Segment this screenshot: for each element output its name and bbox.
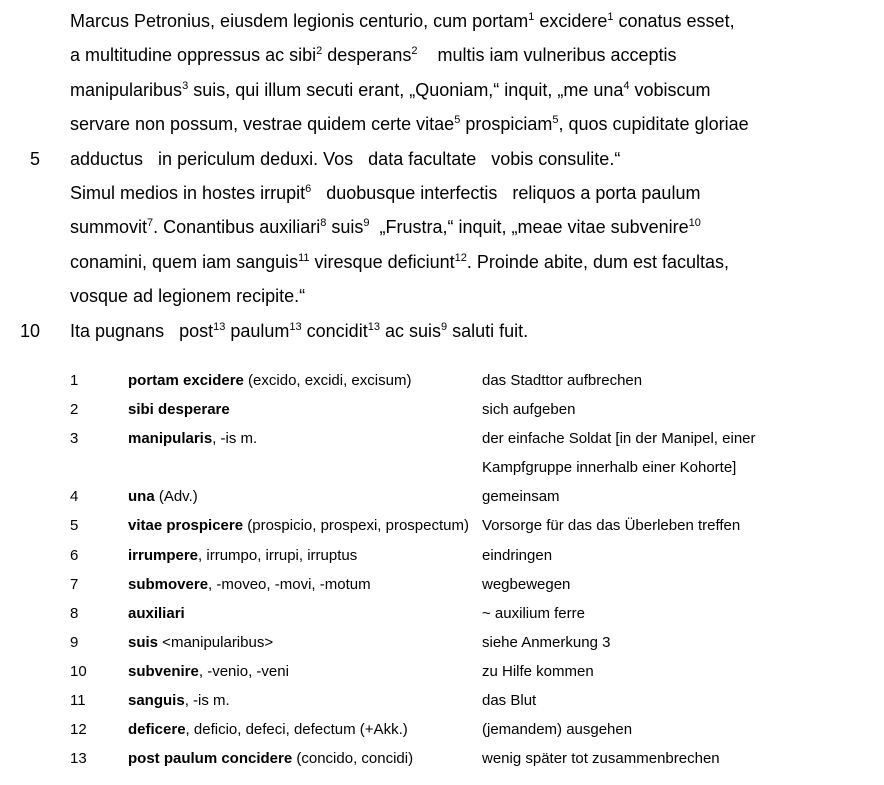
footnote-ref: 1 xyxy=(528,11,535,23)
glossary-forms: , deficio, defeci, defectum (+Akk.) xyxy=(185,721,408,739)
glossary-number: 1 xyxy=(70,372,79,389)
text-line-7: summovit$^7$. Conantibus auxiliari$^8$ suis$^9$ „Frustra,“ inquit, „meae vitae subvenire$^{10}$ xyxy=(70,217,701,238)
glossary-row xyxy=(0,570,884,599)
glossary-lemma: auxiliari xyxy=(128,604,185,622)
glossary-row xyxy=(0,395,884,424)
footnote-ref: 13 xyxy=(289,320,302,333)
glossary-translation: ~ auxilium ferre xyxy=(482,604,585,622)
glossary-lemma: vitae prospicere xyxy=(128,517,244,535)
glossary-lemma: subvenire xyxy=(128,662,199,680)
glossary-number: 13 xyxy=(70,750,87,768)
text-line-3: manipularibus$^3$ suis, qui illum secuti erant, „Quoniam,“ inquit, „me una$^4$ vobiscum xyxy=(70,79,711,100)
glossary-row xyxy=(0,628,884,657)
glossary-term xyxy=(128,395,230,424)
glossary-row xyxy=(0,482,884,511)
glossary-forms: (concido, concidi) xyxy=(292,750,414,768)
glossary-translation: das Stadttor aufbrechen xyxy=(482,372,643,389)
glossary-lemma: submovere xyxy=(128,575,209,593)
glossary-row xyxy=(0,366,884,395)
glossary-row xyxy=(0,744,884,773)
latin-text xyxy=(0,4,884,348)
glossary-term xyxy=(128,366,411,395)
glossary-term xyxy=(128,482,198,511)
glossary-forms: , -is m. xyxy=(184,692,230,710)
glossary-row xyxy=(0,657,884,686)
glossary-forms: , -venio, -veni xyxy=(198,662,289,680)
glossary-row xyxy=(0,686,884,715)
glossary-number: 4 xyxy=(70,488,79,506)
glossary-lemma: deficere xyxy=(128,721,186,739)
text-line-9: vosque ad legionem recipite.“ xyxy=(70,286,306,307)
glossary-lemma: irrumpere xyxy=(128,546,199,564)
glossary-number: 8 xyxy=(70,604,79,622)
glossary-forms: , -moveo, -movi, -motum xyxy=(208,575,371,593)
glossary-forms: (prospicio, prospexi, prospectum) xyxy=(243,517,469,535)
glossary-forms: (excido, excidi, excisum) xyxy=(243,372,412,389)
glossary-term xyxy=(128,744,413,773)
glossary-term xyxy=(128,570,371,599)
footnote-ref: 5 xyxy=(454,114,461,127)
text-line-10: 10 Ita pugnans post$^{13}$ paulum$^{13}$ concidit$^{13}$ ac suis$^9$ saluti fuit. xyxy=(0,314,884,348)
footnote-ref: 10 xyxy=(688,217,701,230)
footnote-ref: 7 xyxy=(147,217,154,230)
footnote-ref: 12 xyxy=(454,251,467,264)
glossary-term xyxy=(128,628,273,657)
glossary-translation: (jemandem) ausgehen xyxy=(482,721,633,739)
text-line-4: servare non possum, vestrae quidem certe vitae$^5$ prospiciam$^5$, quos cupiditate gloriae xyxy=(70,114,749,135)
glossary-lemma: sanguis xyxy=(128,692,185,710)
glossary-row xyxy=(0,599,884,628)
footnote-ref: 8 xyxy=(320,217,327,230)
glossary-forms: <manipularibus> xyxy=(158,633,274,651)
glossary-translation: Kampfgruppe innerhalb einer Kohorte] xyxy=(482,459,737,477)
footnote-ref: 4 xyxy=(623,79,630,92)
glossary-number: 11 xyxy=(70,692,86,710)
glossary-term xyxy=(128,424,257,453)
glossary-term xyxy=(128,715,408,744)
glossary-forms: (Adv.) xyxy=(154,488,198,506)
glossary-translation: gemeinsam xyxy=(482,488,560,506)
text-line-5: 5 adductus in periculum deduxi. Vos data facultate vobis consulite.“ xyxy=(0,142,884,176)
glossary-number: 9 xyxy=(70,633,79,651)
text-line-2: a multitudine oppressus ac sibi$^2$ desperans$^2$ multis iam vulneribus acceptis xyxy=(70,45,677,66)
glossary-term xyxy=(128,599,185,628)
glossary-row xyxy=(0,424,884,453)
footnote-ref: 11 xyxy=(298,251,310,264)
glossary-number: 12 xyxy=(70,721,87,739)
glossary-translation: zu Hilfe kommen xyxy=(482,662,594,680)
glossary-translation: der einfache Soldat [in der Manipel, einer xyxy=(482,430,756,448)
glossary-lemma: manipularis xyxy=(128,430,213,448)
footnote-ref: 6 xyxy=(305,182,312,195)
footnote-ref: 9 xyxy=(363,217,370,230)
glossary-row xyxy=(0,511,884,540)
footnote-ref: 2 xyxy=(411,45,418,58)
glossary-row xyxy=(0,715,884,744)
footnote-ref: 9 xyxy=(440,320,448,333)
glossary-forms: , irrumpo, irrupi, irruptus xyxy=(198,546,358,564)
glossary-number: 10 xyxy=(70,662,87,680)
glossary-translation: wenig später tot zusammenbrechen xyxy=(482,750,720,768)
glossary-translation: sich aufgeben xyxy=(482,401,576,419)
footnote-ref: 13 xyxy=(367,320,380,333)
glossary-translation: wegbewegen xyxy=(482,575,571,593)
glossary-translation: eindringen xyxy=(482,546,553,564)
glossary-row xyxy=(0,541,884,570)
line-number: 5 xyxy=(29,148,40,169)
text-line-1: Marcus Petronius, eiusdem legionis centurio, cum portam$^1$ excidere$^1$ conatus esset, xyxy=(70,11,735,31)
glossary-number: 5 xyxy=(70,517,79,535)
glossary-term xyxy=(128,511,469,540)
glossary-number: 6 xyxy=(70,546,79,564)
footnote-ref: 5 xyxy=(552,114,559,127)
glossary-lemma: post paulum concidere xyxy=(128,750,293,768)
glossary-lemma: una xyxy=(128,488,155,506)
footnote-ref: 13 xyxy=(213,320,226,333)
footnote-ref: 2 xyxy=(316,45,323,58)
glossary-lemma: portam excidere xyxy=(128,372,244,389)
glossary-row xyxy=(0,453,884,482)
glossary-number: 3 xyxy=(70,430,79,448)
footnote-ref: 3 xyxy=(182,79,189,92)
glossary-number: 2 xyxy=(70,401,79,419)
glossary-translation: das Blut xyxy=(482,692,537,710)
text-line-8: conamini, quem iam sanguis$^{11}$ viresque deficiunt$^{12}$. Proinde abite, dum est facultas, xyxy=(70,251,730,272)
glossary-translation: siehe Anmerkung 3 xyxy=(482,633,611,651)
glossary-lemma: sibi desperare xyxy=(128,401,230,419)
glossary-term xyxy=(128,686,230,715)
glossary-number: 7 xyxy=(70,575,79,593)
glossary-term xyxy=(128,541,357,570)
glossary-forms: , -is m. xyxy=(212,430,258,448)
text-line-6: Simul medios in hostes irrupit$^6$ duobusque interfectis reliquos a porta paulum xyxy=(70,182,701,203)
line-number: 10 xyxy=(19,320,40,341)
footnote-ref: 1 xyxy=(607,11,614,23)
glossary-translation: Vorsorge für das das Überleben treffen xyxy=(482,517,741,535)
glossary-lemma: suis xyxy=(128,633,159,651)
glossary-term xyxy=(128,657,289,686)
glossary xyxy=(0,366,884,773)
